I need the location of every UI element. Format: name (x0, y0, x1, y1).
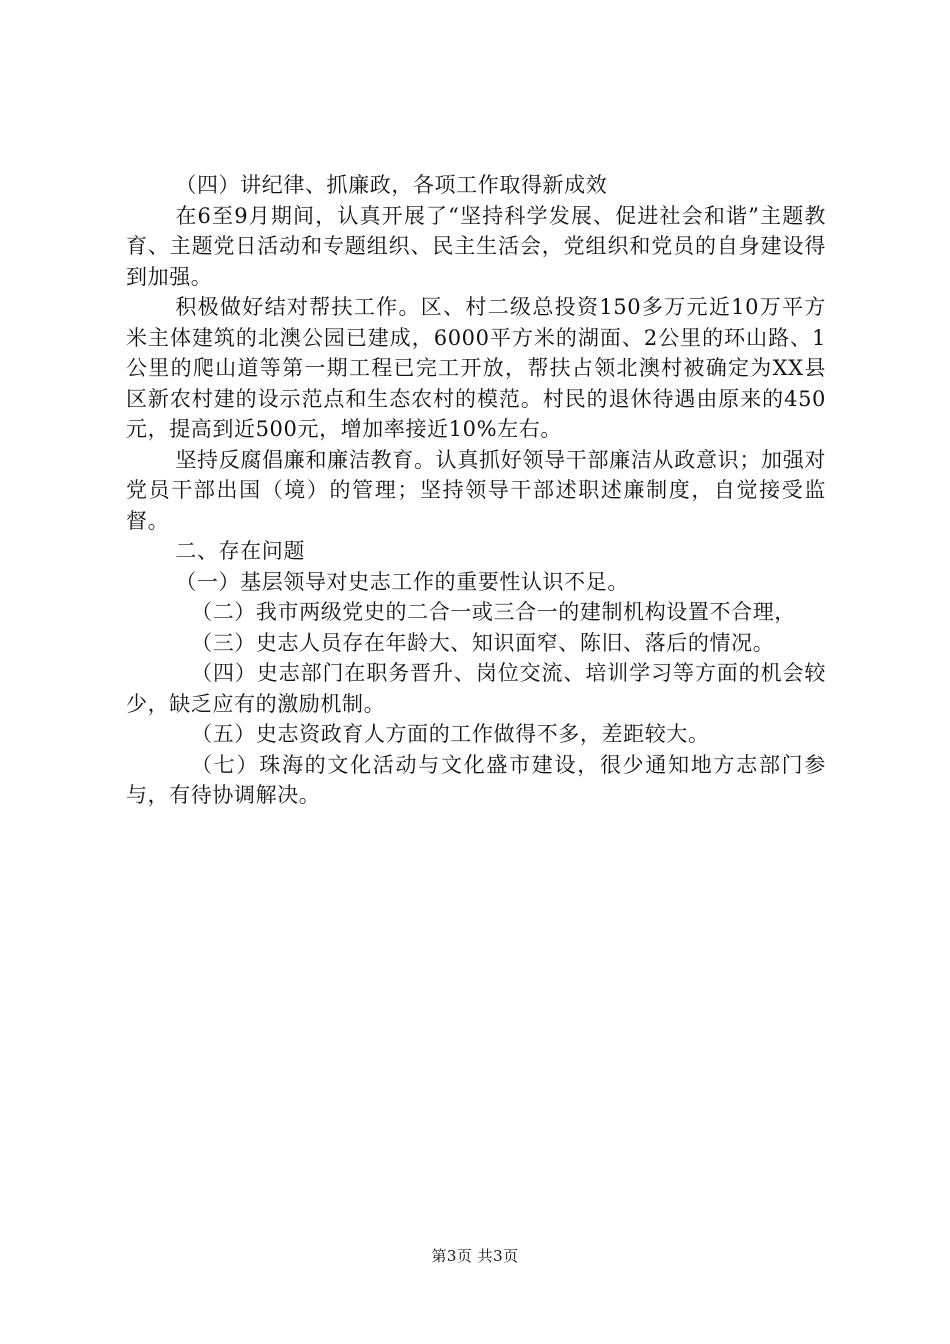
problem-item-5: （五）史志资政育人方面的工作做得不多，差距较大。 (191, 722, 710, 746)
heading-existing-problems: 二、存在问题 (175, 539, 305, 563)
problem-item-4: （四）史志部门在职务晋升、岗位交流、培训学习等方面的机会较少，缺乏应有的激励机制。 (126, 661, 826, 716)
page-footer: 第3页 共3页 (431, 1247, 519, 1265)
paragraph-section-4-heading: （四）讲纪律、抓廉政，各项工作取得新成效 (175, 173, 608, 197)
paragraph-paired-assistance: 积极做好结对帮扶工作。区、村二级总投资150多万元近10万平方米主体建筑的北澳公园已建成，6000平方米的湖面、2公里的环山路、1公里的爬山道等第一期工程已完工开放，帮扶占领北澳村被确定为XX县区新农村建的设示范点和生态农村的模范。村民的退休待遇由原来的450元，提高到近500元，增加率接近10%左右。 (126, 295, 826, 441)
paragraph-themed-education: 在6至9月期间，认真开展了“坚持科学发展、促进社会和谐”主题教育、主题党日活动和专题组织、民主生活会，党组织和党员的自身建设得到加强。 (126, 203, 826, 289)
document-body (126, 170, 826, 811)
paragraph-anti-corruption: 坚持反腐倡廉和廉洁教育。认真抓好领导干部廉洁从政意识；加强对党员干部出国（境）的管理；坚持领导干部述职述廉制度，自觉接受监督。 (126, 447, 826, 533)
problem-item-7: （七）珠海的文化活动与文化盛市建设，很少通知地方志部门参与，有待协调解决。 (126, 752, 826, 807)
problem-item-2: （二）我市两级党史的二合一或三合一的建制机构设置不合理， (191, 600, 796, 624)
problem-item-3: （三）史志人员存在年龄大、知识面窄、陈旧、落后的情况。 (191, 630, 775, 655)
problem-item-1: （一）基层领导对史志工作的重要性认识不足。 (175, 569, 629, 594)
